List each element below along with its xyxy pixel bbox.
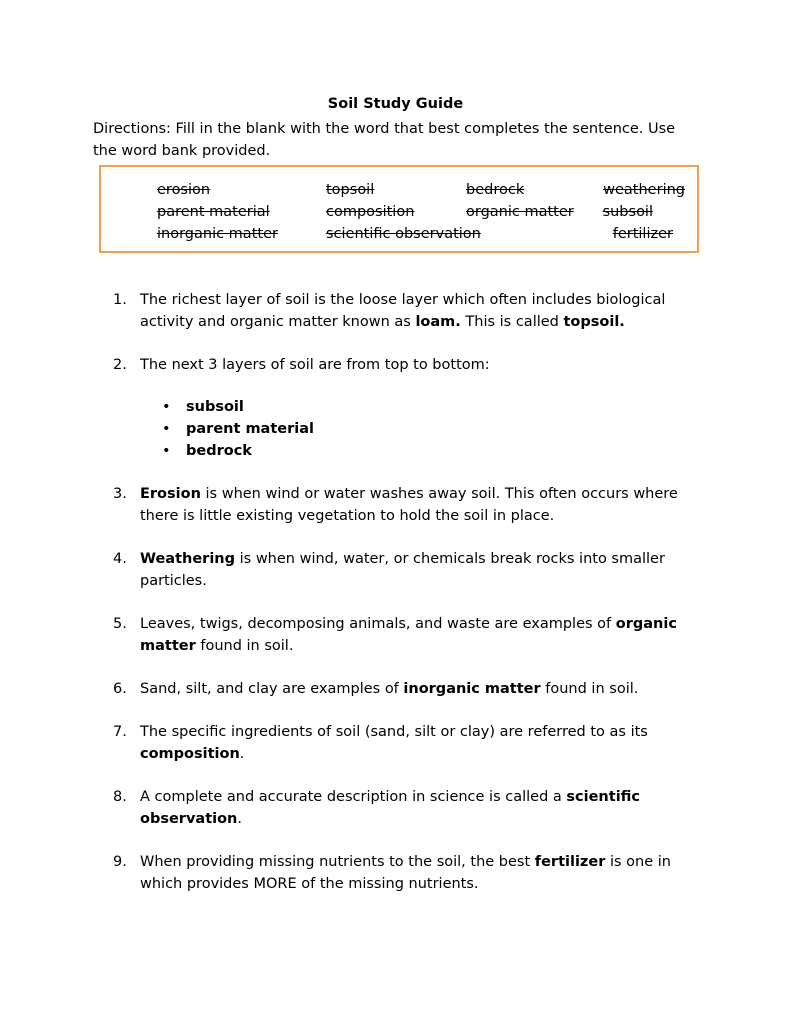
answer-term: inorganic matter	[403, 681, 541, 697]
question-number: 6.	[113, 681, 127, 697]
list-item: • subsoil	[162, 396, 314, 418]
question-number: 7.	[113, 724, 127, 740]
question-text	[140, 483, 700, 527]
question-number: 8.	[113, 789, 127, 805]
word-bank-item: parent material	[157, 204, 270, 220]
answer-term: topsoil.	[563, 314, 625, 330]
question-text-part: is when wind or water washes away soil. This often occurs where there is little existing vegetation to hold the soil in place.	[140, 486, 678, 524]
question-text-part: found in soil.	[195, 638, 294, 654]
list-item: • bedrock	[162, 440, 314, 462]
answer-term: fertilizer	[534, 854, 606, 870]
question-text	[140, 786, 700, 830]
question-text-part: is one in which provides MORE of the missing nutrients.	[140, 854, 671, 892]
question-text	[140, 548, 700, 592]
question-number: 3.	[113, 486, 127, 502]
question-text-part: .	[239, 746, 245, 762]
answer-term: scientific observation	[140, 789, 641, 827]
answer-term: organic matter	[140, 616, 677, 654]
question-text	[140, 721, 700, 765]
question-text-part: A complete and accurate description in science is called a	[140, 789, 567, 805]
word-bank-item: inorganic matter	[157, 226, 278, 242]
word-bank-item: scientific observation	[326, 226, 481, 242]
question-number: 5.	[113, 616, 127, 632]
question-text-part: Sand, silt, and clay are examples of	[140, 681, 404, 697]
word-bank-item: organic matter	[466, 204, 574, 220]
answer-term: Erosion	[140, 486, 201, 502]
question-text-part: When providing missing nutrients to the soil, the best	[140, 854, 535, 870]
word-bank	[99, 165, 699, 253]
question-text-part: The richest layer of soil is the loose layer which often includes biological activity and organic matter known as	[140, 292, 666, 330]
question-number: 2.	[113, 357, 127, 373]
question-text	[140, 851, 700, 895]
word-bank-item: composition	[326, 204, 415, 220]
question-number: 4.	[113, 551, 127, 567]
page-title: Soil Study Guide	[327, 96, 464, 112]
question-number: 1.	[113, 292, 127, 308]
question-text-part: .	[237, 811, 242, 827]
word-bank-item: erosion	[157, 182, 211, 198]
question-number: 9.	[113, 854, 127, 870]
answer-term: composition	[140, 746, 240, 762]
soil-layers-list	[162, 396, 314, 462]
answer-term: loam.	[415, 314, 461, 330]
question-text-part: The specific ingredients of soil (sand, silt or clay) are referred to as its	[140, 724, 648, 740]
word-bank-item: bedrock	[466, 182, 525, 198]
answer-term: Weathering	[140, 551, 236, 567]
question-text-part: Leaves, twigs, decomposing animals, and waste are examples of	[140, 616, 616, 632]
question-text	[140, 613, 700, 657]
question-text-part: This is called	[460, 314, 564, 330]
directions: Directions: Fill in the blank with the word that best completes the sentence. Use the word bank provided.	[93, 121, 676, 159]
word-bank-item: fertilizer	[612, 226, 673, 242]
word-bank-item: weathering	[603, 182, 685, 198]
question-text	[140, 678, 700, 700]
question-text-part: is when wind, water, or chemicals break rocks into smaller particles.	[140, 551, 665, 589]
word-bank-item: topsoil	[326, 182, 375, 198]
question-text-part: found in soil.	[540, 681, 639, 697]
list-item: • parent material	[162, 418, 314, 440]
word-bank-item: subsoil	[602, 204, 653, 220]
question-text	[140, 289, 700, 333]
question-text: The next 3 layers of soil are from top to bottom:	[140, 357, 490, 373]
